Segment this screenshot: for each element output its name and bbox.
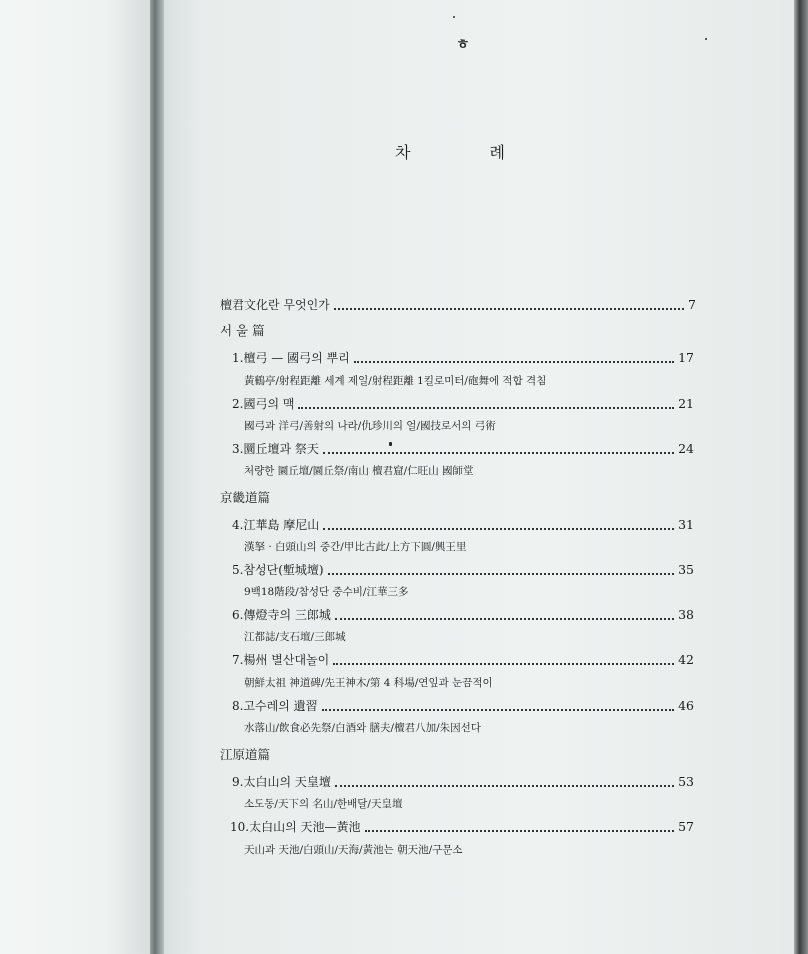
dot-leader [334,308,684,310]
toc-entry[interactable] [232,516,694,534]
toc-entry-subtopics: 처량한 圜丘壇/圜丘祭/南山 檀君窟/仁旺山 國師堂 [244,465,474,477]
dot-leader [322,709,674,711]
toc-entry-label: 7.楊州 별산대놀이 [232,653,330,667]
dot-leader [335,785,674,787]
dot-leader [335,618,674,620]
toc-entry-label: 4.江華島 摩尼山 [232,518,320,532]
page-title [395,140,505,163]
toc-entry[interactable] [232,606,694,624]
toc-page-number: 57 [678,819,694,834]
toc-entry[interactable] [232,349,694,367]
toc-entry-label: 10.太白山의 天池—黃池 [230,820,361,834]
ink-speck [705,38,707,40]
toc-page-number: 7 [688,297,696,312]
toc-page-number: 46 [678,698,694,713]
toc-entry-label: 5.참성단(塹城壇) [232,563,324,577]
ink-speck [453,16,455,18]
toc-page-number: 21 [678,396,694,411]
toc-entry[interactable] [232,697,694,715]
dot-leader [354,361,674,363]
toc-entry[interactable] [232,561,694,579]
toc-page-number: 24 [678,441,694,456]
toc-entry-subtopics: 9백18階段/참성단 중수비/江華三多 [244,586,409,598]
title-char-1: 차 [395,143,411,162]
toc-page-number: 53 [678,774,694,789]
toc-page-number: 38 [678,607,694,622]
toc-entry-intro[interactable] [220,296,696,314]
toc-entry-label: 9.太白山의 天皇壇 [232,775,331,789]
dot-leader [365,830,675,832]
toc-entry-subtopics: 黃鶴亭/射程距離 세계 제일/射程距離 1킬로미터/砲舞에 적합 격침 [244,375,547,387]
dot-leader [298,407,674,409]
section-heading-gyeonggi: 京畿道篇 [220,490,271,505]
toc-entry-subtopics: 水落山/飲食必先祭/白酒와 膳夫/檀君八加/朱因선다 [244,722,481,734]
dot-leader [328,573,675,575]
toc-entry-label: 3.圜丘壇과 祭天 [232,442,319,456]
page-mark: ㅎ [456,37,470,53]
toc-entry[interactable] [232,651,694,669]
toc-page-number: 17 [678,350,694,365]
title-char-2: 례 [489,143,505,162]
toc-entry-subtopics: 江都誌/支石壇/三郎城 [244,631,346,643]
dot-leader [333,663,674,665]
dot-leader [323,528,674,530]
toc-entry[interactable] [230,818,694,836]
toc-entry[interactable] [232,773,694,791]
toc-entry[interactable] [232,395,694,413]
section-heading-gangwon: 江原道篇 [220,747,271,762]
toc-entry-label: 1.檀弓 — 國弓의 뿌리 [232,351,350,365]
toc-entry-label: 6.傳燈寺의 三郎城 [232,608,331,622]
toc-page-number: 42 [678,652,694,667]
toc-entry-subtopics: 天山과 天池/白頭山/天海/黃池는 朝天池/구문소 [244,844,463,856]
toc-entry[interactable] [232,440,694,458]
toc-entry-subtopics: 朝鮮太祖 神道碑/先王神木/第 4 科場/연잎과 눈끔적이 [244,677,493,689]
toc-entry-subtopics: 소도동/天下의 名山/한배달/天皇壇 [244,798,403,810]
page-edge-shadow [794,0,808,954]
toc-page-number: 35 [678,562,694,577]
toc-entry-subtopics: 漢拏 · 白頭山의 중간/甲比古此/上方下圓/興王里 [244,541,467,553]
toc-entry-label: 8.고수레의 遺習 [232,699,318,713]
toc-page-number: 31 [678,517,694,532]
left-page-margin [0,0,152,954]
toc-entry-label: 檀君文化란 무엇인가 [220,298,330,312]
toc-entry-label: 2.國弓의 맥 [232,397,295,411]
toc-entry-subtopics: 國弓과 洋弓/善射의 나라/仇珍川의 얼/國技로서의 弓術 [244,420,496,432]
dot-leader [323,452,674,454]
book-gutter [150,0,164,954]
section-heading-seoul: 서 울 篇 [220,323,265,338]
